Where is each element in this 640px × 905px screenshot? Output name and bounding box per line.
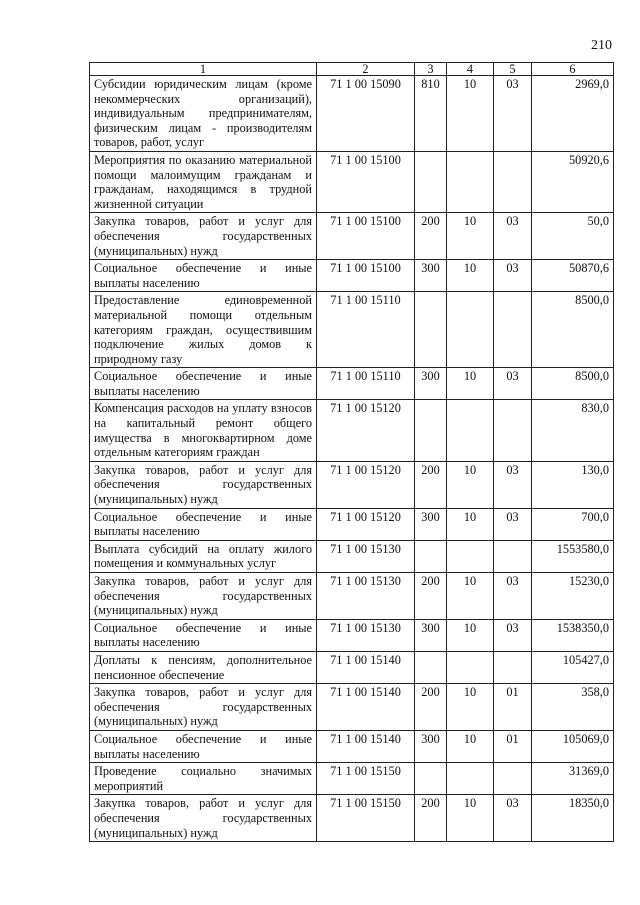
section-cell: 10 (447, 368, 494, 400)
expense-type-cell (415, 400, 447, 461)
target-code-cell: 71 1 00 15130 (317, 619, 415, 651)
table-row (90, 573, 614, 620)
subsection-cell: 03 (494, 76, 532, 152)
section-cell: 10 (447, 684, 494, 731)
table-row (90, 651, 614, 683)
target-code-cell: 71 1 00 15140 (317, 684, 415, 731)
expense-name-cell: Закупка товаров, работ и услуг для обеспечения государственных (муниципальных) нужд (90, 684, 317, 731)
amount-cell: 105427,0 (532, 651, 614, 683)
subsection-cell: 03 (494, 260, 532, 292)
amount-cell: 105069,0 (532, 730, 614, 762)
expense-name-cell: Выплата субсидий на оплату жилого помещения и коммунальных услуг (90, 540, 317, 572)
table-row (90, 400, 614, 461)
amount-cell: 31369,0 (532, 763, 614, 795)
budget-table (89, 62, 614, 842)
expense-type-cell (415, 292, 447, 368)
table-row (90, 795, 614, 842)
expense-name-cell: Социальное обеспечение и иные выплаты населению (90, 368, 317, 400)
expense-name-cell: Социальное обеспечение и иные выплаты населению (90, 508, 317, 540)
expense-name-cell: Предоставление единовременной материальной помощи отдельным категориям граждан, осуществившим подключение жилых домов к природному газу (90, 292, 317, 368)
expense-name-cell: Закупка товаров, работ и услуг для обеспечения государственных (муниципальных) нужд (90, 461, 317, 508)
expense-name-cell: Проведение социально значимых мероприятий (90, 763, 317, 795)
amount-cell: 8500,0 (532, 292, 614, 368)
expense-type-cell: 200 (415, 461, 447, 508)
expense-name-cell: Компенсация расходов на уплату взносов на капитальный ремонт общего имущества в многоквартирном доме отдельным категориям граждан (90, 400, 317, 461)
subsection-cell: 03 (494, 573, 532, 620)
expense-type-cell: 300 (415, 368, 447, 400)
subsection-cell (494, 151, 532, 212)
table-row (90, 730, 614, 762)
amount-cell: 830,0 (532, 400, 614, 461)
expense-type-cell (415, 540, 447, 572)
target-code-cell: 71 1 00 15110 (317, 292, 415, 368)
expense-name-cell: Социальное обеспечение и иные выплаты населению (90, 619, 317, 651)
target-code-cell: 71 1 00 15130 (317, 573, 415, 620)
amount-cell: 50870,6 (532, 260, 614, 292)
subsection-cell: 01 (494, 684, 532, 731)
column-header: 4 (447, 63, 494, 76)
expense-name-cell: Социальное обеспечение и иные выплаты населению (90, 730, 317, 762)
amount-cell: 50920,6 (532, 151, 614, 212)
subsection-cell (494, 540, 532, 572)
subsection-cell (494, 292, 532, 368)
table-row (90, 151, 614, 212)
table-body (90, 76, 614, 842)
target-code-cell: 71 1 00 15100 (317, 213, 415, 260)
column-number-row (90, 63, 614, 76)
expense-type-cell: 200 (415, 213, 447, 260)
column-header: 6 (532, 63, 614, 76)
column-header: 5 (494, 63, 532, 76)
table-row (90, 76, 614, 152)
amount-cell: 18350,0 (532, 795, 614, 842)
page-number: 210 (591, 38, 612, 53)
target-code-cell: 71 1 00 15100 (317, 151, 415, 212)
target-code-cell: 71 1 00 15120 (317, 508, 415, 540)
expense-type-cell (415, 151, 447, 212)
target-code-cell: 71 1 00 15120 (317, 400, 415, 461)
amount-cell: 8500,0 (532, 368, 614, 400)
table-row (90, 684, 614, 731)
expense-name-cell: Закупка товаров, работ и услуг для обеспечения государственных (муниципальных) нужд (90, 573, 317, 620)
expense-type-cell: 300 (415, 508, 447, 540)
section-cell (447, 400, 494, 461)
expense-name-cell: Закупка товаров, работ и услуг для обеспечения государственных (муниципальных) нужд (90, 213, 317, 260)
target-code-cell: 71 1 00 15120 (317, 461, 415, 508)
subsection-cell (494, 400, 532, 461)
target-code-cell: 71 1 00 15100 (317, 260, 415, 292)
table-row (90, 260, 614, 292)
amount-cell: 130,0 (532, 461, 614, 508)
subsection-cell (494, 763, 532, 795)
expense-type-cell: 300 (415, 260, 447, 292)
amount-cell: 50,0 (532, 213, 614, 260)
expense-type-cell: 200 (415, 795, 447, 842)
table-row (90, 213, 614, 260)
expense-name-cell: Социальное обеспечение и иные выплаты населению (90, 260, 317, 292)
expense-name-cell: Закупка товаров, работ и услуг для обеспечения государственных (муниципальных) нужд (90, 795, 317, 842)
amount-cell: 2969,0 (532, 76, 614, 152)
expense-name-cell: Мероприятия по оказанию материальной помощи малоимущим гражданам и гражданам, находящимся в трудной жизненной ситуации (90, 151, 317, 212)
target-code-cell: 71 1 00 15140 (317, 651, 415, 683)
section-cell: 10 (447, 795, 494, 842)
section-cell (447, 151, 494, 212)
expense-type-cell (415, 651, 447, 683)
amount-cell: 700,0 (532, 508, 614, 540)
section-cell (447, 292, 494, 368)
target-code-cell: 71 1 00 15130 (317, 540, 415, 572)
section-cell: 10 (447, 260, 494, 292)
target-code-cell: 71 1 00 15150 (317, 763, 415, 795)
target-code-cell: 71 1 00 15150 (317, 795, 415, 842)
section-cell: 10 (447, 508, 494, 540)
subsection-cell: 03 (494, 619, 532, 651)
expense-type-cell: 200 (415, 684, 447, 731)
amount-cell: 358,0 (532, 684, 614, 731)
section-cell: 10 (447, 213, 494, 260)
section-cell: 10 (447, 619, 494, 651)
section-cell (447, 651, 494, 683)
section-cell: 10 (447, 76, 494, 152)
subsection-cell: 01 (494, 730, 532, 762)
table-row (90, 461, 614, 508)
table-row (90, 508, 614, 540)
target-code-cell: 71 1 00 15140 (317, 730, 415, 762)
subsection-cell: 03 (494, 795, 532, 842)
column-header: 2 (317, 63, 415, 76)
subsection-cell: 03 (494, 508, 532, 540)
target-code-cell: 71 1 00 15110 (317, 368, 415, 400)
expense-type-cell: 810 (415, 76, 447, 152)
table-row (90, 292, 614, 368)
table-row (90, 368, 614, 400)
section-cell: 10 (447, 730, 494, 762)
subsection-cell: 03 (494, 213, 532, 260)
amount-cell: 15230,0 (532, 573, 614, 620)
target-code-cell: 71 1 00 15090 (317, 76, 415, 152)
section-cell: 10 (447, 573, 494, 620)
expense-type-cell (415, 763, 447, 795)
expense-type-cell: 300 (415, 730, 447, 762)
column-header: 1 (90, 63, 317, 76)
amount-cell: 1538350,0 (532, 619, 614, 651)
table-row (90, 540, 614, 572)
table-row (90, 763, 614, 795)
subsection-cell (494, 651, 532, 683)
expense-type-cell: 200 (415, 573, 447, 620)
subsection-cell: 03 (494, 461, 532, 508)
subsection-cell: 03 (494, 368, 532, 400)
expense-name-cell: Доплаты к пенсиям, дополнительное пенсионное обеспечение (90, 651, 317, 683)
section-cell (447, 540, 494, 572)
section-cell: 10 (447, 461, 494, 508)
expense-type-cell: 300 (415, 619, 447, 651)
expense-name-cell: Субсидии юридическим лицам (кроме некоммерческих организаций), индивидуальным предпринимателям, физическим лицам - производителям товаров, работ, услуг (90, 76, 317, 152)
section-cell (447, 763, 494, 795)
amount-cell: 1553580,0 (532, 540, 614, 572)
column-header: 3 (415, 63, 447, 76)
table-row (90, 619, 614, 651)
